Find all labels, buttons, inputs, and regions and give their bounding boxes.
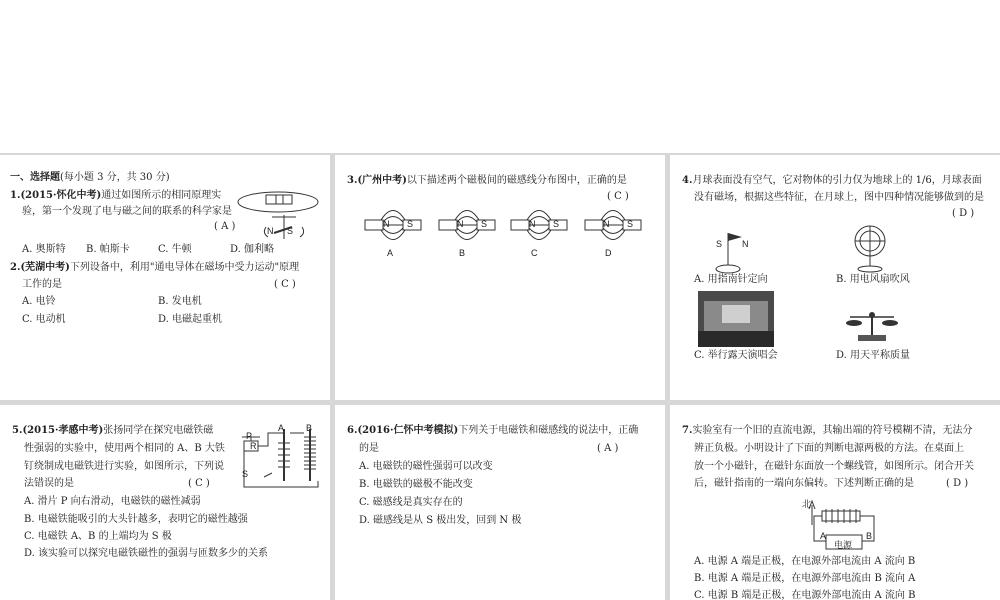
panel-question-3 (335, 155, 665, 400)
q4-option-a: A. 用指南针定向 (694, 274, 768, 285)
q7-option-a: A. 电源 A 端是正极，在电源外部电流由 A 流向 B (694, 556, 916, 567)
section-title: 一、选择题 (10, 172, 60, 183)
q5-fig-s: S (242, 469, 249, 479)
q5-line1 (12, 424, 213, 438)
q6-answer: ( A ) (597, 443, 619, 454)
q7-number: 7. (682, 425, 693, 436)
q7-text-2: 辨正负极。小明设计了下面的判断电源两极的方法。在桌面上 (694, 443, 964, 454)
q6-text-2: 的是 (359, 443, 379, 454)
q5-text-4: 法错误的是 (24, 478, 74, 489)
q3-fig-d-pole-n: N (603, 219, 610, 229)
q3-number: 3. (347, 175, 358, 186)
q4-fan-figure (850, 223, 894, 275)
q1-option-d: D. 伽利略 (230, 244, 275, 255)
q6-line1 (347, 424, 638, 438)
q5-text-2: 性强弱的实验中，使用两个相同的 A、B 大铁 (24, 443, 225, 454)
q3-fig-b-pole-n: N (457, 219, 464, 229)
q3-source: (广州中考) (357, 175, 407, 186)
q6-option-c: C. 磁感线是真实存在的 (359, 497, 463, 508)
q6-source: (2016·仁怀中考模拟) (357, 425, 459, 436)
q7-line1 (682, 424, 972, 438)
q2-option-d: D. 电磁起重机 (158, 314, 223, 325)
q1-answer: ( A ) (214, 221, 236, 232)
q3-text-1: 以下描述两个磁极间的磁感线分布图中，正确的是 (406, 175, 627, 186)
q5-number: 5. (12, 425, 23, 436)
q6-option-d: D. 磁感线是从 S 极出发，回到 N 极 (359, 515, 522, 526)
q6-number: 6. (347, 425, 358, 436)
q5-fig-a: A (278, 423, 285, 433)
q4-fig-n: N (742, 239, 749, 249)
q2-source: (芜湖中考) (20, 262, 70, 273)
q3-fig-b-pole-s: S (481, 219, 488, 229)
q7-answer: ( D ) (946, 478, 969, 489)
q3-label-b: B (459, 248, 466, 258)
q1-oersted-figure (236, 187, 320, 247)
q5-fig-b: B (306, 423, 313, 433)
q3-label-c: C (531, 248, 538, 258)
q2-line1 (10, 261, 299, 275)
q3-fig-c-pole-n: N (529, 219, 536, 229)
q6-text-1: 下列关于电磁铁和磁感线的说法中，正确 (458, 425, 639, 436)
q4-answer: ( D ) (952, 208, 975, 219)
q3-fig-a-pole-s: S (407, 219, 414, 229)
q3-fig-c-pole-s: S (553, 219, 560, 229)
q4-fig-s: S (716, 239, 723, 249)
q6-option-b: B. 电磁铁的磁极不能改变 (359, 479, 473, 490)
q1-source: (2015·怀化中考) (20, 190, 102, 201)
panel-question-4 (670, 155, 1000, 400)
q2-option-c: C. 电动机 (22, 314, 66, 325)
q5-option-c: C. 电磁铁 A、B 的上端均为 S 极 (24, 531, 172, 542)
q3-answer: ( C ) (607, 191, 629, 202)
panel-question-6 (335, 405, 665, 600)
q5-option-b: B. 电磁铁能吸引的大头针越多，表明它的磁性越强 (24, 514, 248, 525)
q2-answer: ( C ) (274, 279, 296, 290)
q4-balance-figure (844, 305, 900, 345)
panel-questions-1-2 (0, 155, 330, 400)
q5-text-1: 张扬同学在探究电磁铁磁 (103, 425, 214, 436)
q4-text-1: 月球表面没有空气，它对物体的引力仅为地球上的 1/6，月球表面 (692, 175, 982, 186)
q3-fig-d-pole-s: S (627, 219, 634, 229)
q5-option-d: D. 该实验可以探究电磁铁磁性的强弱与匝数多少的关系 (24, 548, 269, 559)
q6-option-a: A. 电磁铁的磁性强弱可以改变 (359, 461, 493, 472)
q3-label-d: D (605, 248, 612, 258)
panel-question-5 (0, 405, 330, 600)
section-heading (10, 171, 170, 185)
q4-compass-figure (708, 231, 758, 275)
q7-option-c: C. 电源 B 端是正极，在电源外部电流由 A 流向 B (694, 590, 916, 600)
q4-text-2: 没有磁场，根据这些特征，在月球上，图中四种情况能够做到的是 (694, 192, 984, 203)
q2-text-1: 下列设备中，利用"通电导体在磁场中受力运动"原理 (69, 262, 300, 273)
panel-question-7 (670, 405, 1000, 600)
q4-concert-photo (698, 291, 774, 347)
q1-text-1: 通过如图所示的相同原理实 (101, 190, 222, 201)
q3-line1 (347, 174, 627, 188)
q5-option-a: A. 滑片 P 向右滑动，电磁铁的磁性减弱 (24, 496, 201, 507)
section-note: (每小题 3 分，共 30 分) (60, 172, 170, 183)
q7-text-4: 后，磁针指南的一端向东偏转。下述判断正确的是 (694, 478, 914, 489)
q7-fig-a: A (820, 531, 827, 541)
q3-fig-a-pole-n: N (383, 219, 390, 229)
q1-option-c: C. 牛顿 (158, 244, 192, 255)
q5-text-3: 钉绕制成电磁铁进行实验，如图所示，下列说 (24, 461, 224, 472)
q2-number: 2. (10, 262, 21, 273)
q4-option-c: C. 举行露天演唱会 (694, 350, 778, 361)
q5-answer: ( C ) (188, 478, 210, 489)
q1-option-b: B. 帕斯卡 (86, 244, 130, 255)
q2-text-2: 工作的是 (22, 279, 62, 290)
q1-line1 (10, 189, 221, 203)
q2-option-b: B. 发电机 (158, 296, 202, 307)
q7-fig-b: B (866, 531, 873, 541)
q4-number: 4. (682, 175, 693, 186)
q7-fig-north: 北 (802, 499, 812, 509)
q1-option-a: A. 奥斯特 (22, 244, 66, 255)
q4-line1 (682, 174, 982, 188)
q7-option-b: B. 电源 A 端是正极，在电源外部电流由 B 流向 A (694, 573, 916, 584)
q5-fig-r: R (250, 441, 257, 451)
q7-text-1: 实验室有一个旧的直流电源，其输出端的符号模糊不清，无法分 (692, 425, 973, 436)
q5-fig-p: P (246, 431, 253, 441)
q5-source: (2015·孝感中考) (22, 425, 104, 436)
q1-text-2: 验，第一个发现了电与磁之间的联系的科学家是 (22, 206, 232, 217)
q1-fig-s: S (287, 226, 294, 236)
q7-text-3: 放一个小磁针，在磁针东面放一个螺线管，如图所示。闭合开关 (694, 461, 974, 472)
q3-label-a: A (387, 248, 394, 258)
q4-option-d: D. 用天平称质量 (836, 350, 911, 361)
q1-number: 1. (10, 190, 21, 201)
q4-option-b: B. 用电风扇吹风 (836, 274, 910, 285)
q2-option-a: A. 电铃 (22, 296, 56, 307)
q1-fig-n: N (267, 226, 274, 236)
q7-fig-power: 电源 (834, 540, 853, 550)
